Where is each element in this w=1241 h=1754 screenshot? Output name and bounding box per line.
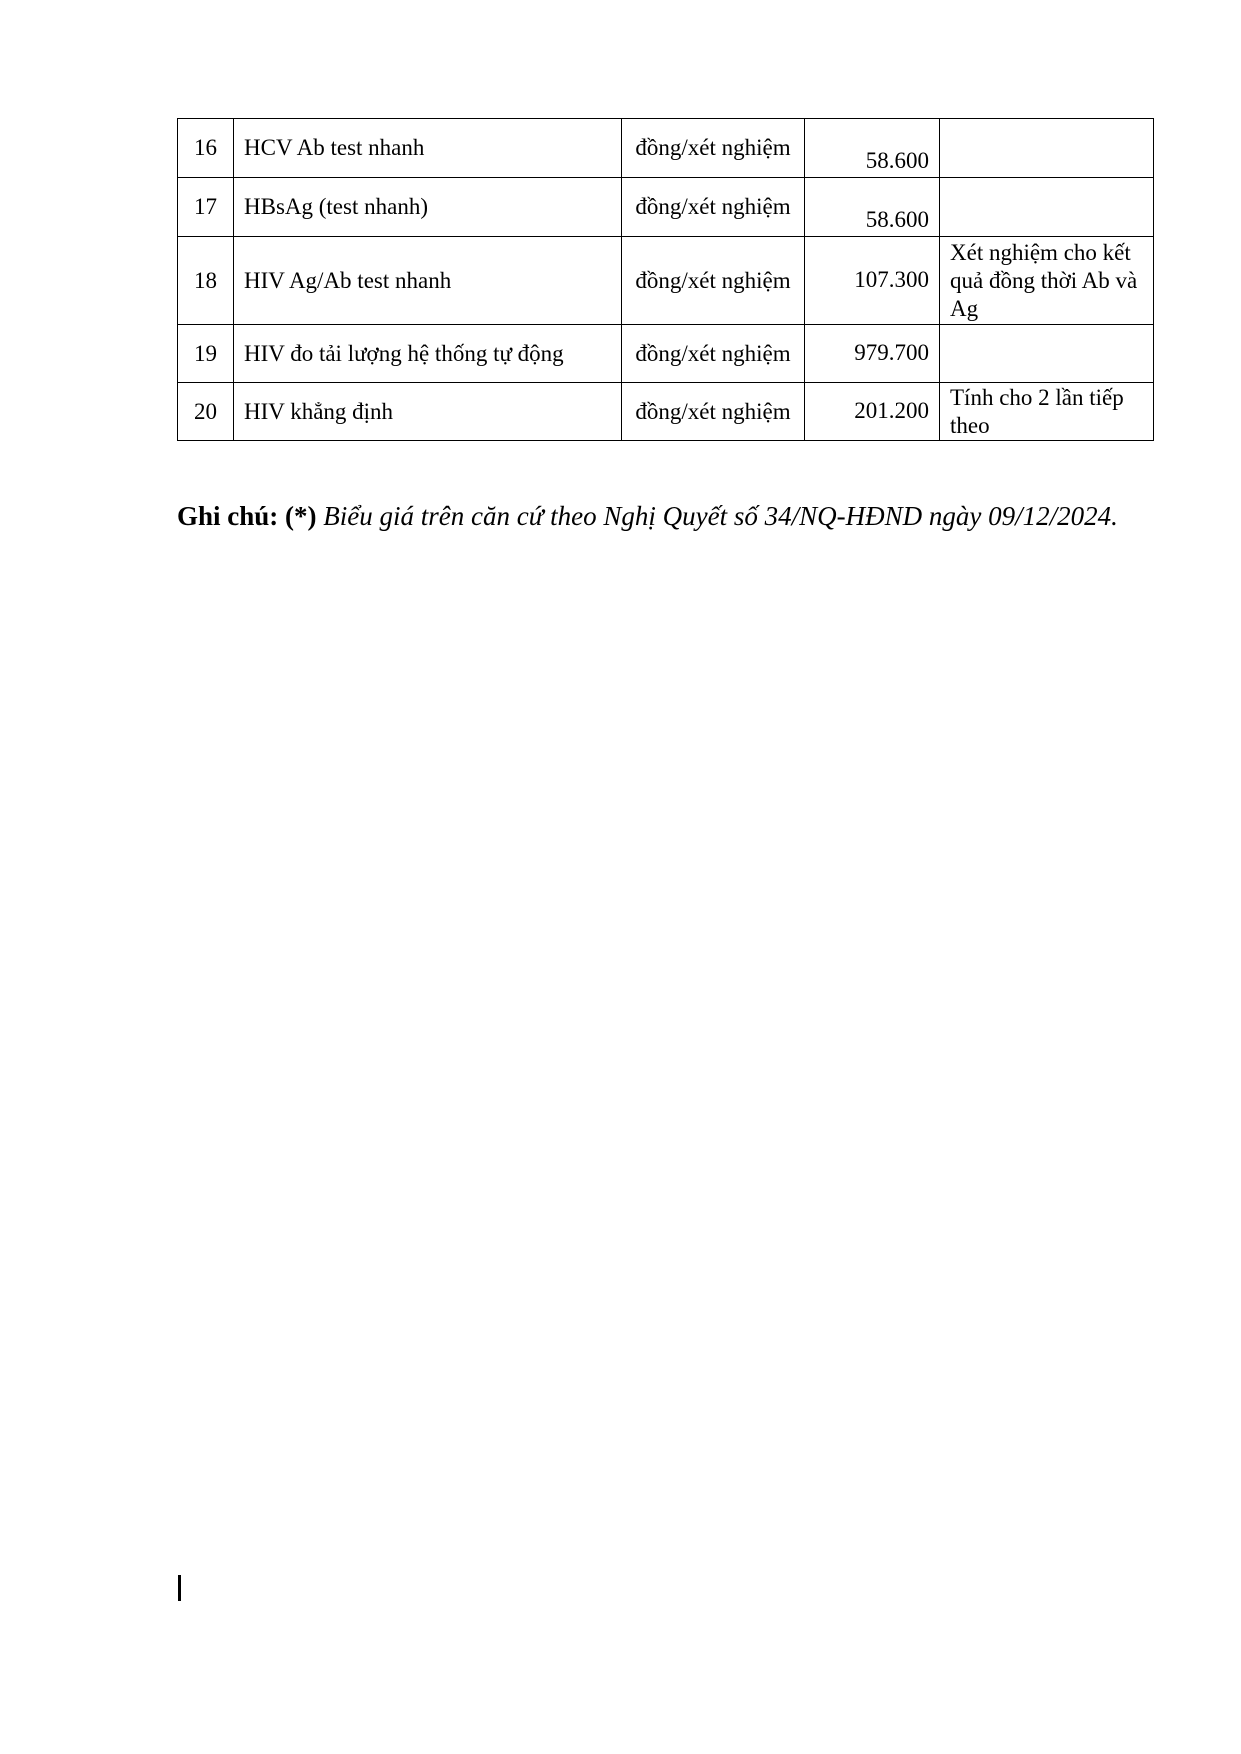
footnote [177, 498, 1125, 534]
price: 107.300 [805, 237, 940, 325]
footnote-label: Ghi chú: (*) [177, 501, 317, 531]
note [940, 119, 1154, 178]
test-name: HBsAg (test nhanh) [234, 178, 622, 237]
test-name: HIV khẳng định [234, 383, 622, 441]
price: 58.600 [805, 119, 940, 178]
price: 979.700 [805, 325, 940, 383]
price-table [177, 118, 1154, 441]
row-number: 18 [178, 237, 234, 325]
footnote-text: Biểu giá trên căn cứ theo Nghị Quyết số 34/NQ-HĐND ngày 09/12/2024. [323, 501, 1118, 531]
row-number: 20 [178, 383, 234, 441]
note: Xét nghiệm cho kết quả đồng thời Ab và Ag [940, 237, 1154, 325]
test-name: HIV Ag/Ab test nhanh [234, 237, 622, 325]
note [940, 178, 1154, 237]
unit: đồng/xét nghiệm [622, 383, 805, 441]
note: Tính cho 2 lần tiếp theo [940, 383, 1154, 441]
note [940, 325, 1154, 383]
table-row [178, 178, 1154, 237]
price: 58.600 [805, 178, 940, 237]
unit: đồng/xét nghiệm [622, 178, 805, 237]
price: 201.200 [805, 383, 940, 441]
table-row [178, 383, 1154, 441]
text-cursor [178, 1575, 181, 1601]
row-number: 16 [178, 119, 234, 178]
test-name: HCV Ab test nhanh [234, 119, 622, 178]
test-name: HIV đo tải lượng hệ thống tự động [234, 325, 622, 383]
unit: đồng/xét nghiệm [622, 237, 805, 325]
row-number: 17 [178, 178, 234, 237]
table-row [178, 119, 1154, 178]
table-row [178, 237, 1154, 325]
unit: đồng/xét nghiệm [622, 119, 805, 178]
table-row [178, 325, 1154, 383]
row-number: 19 [178, 325, 234, 383]
unit: đồng/xét nghiệm [622, 325, 805, 383]
